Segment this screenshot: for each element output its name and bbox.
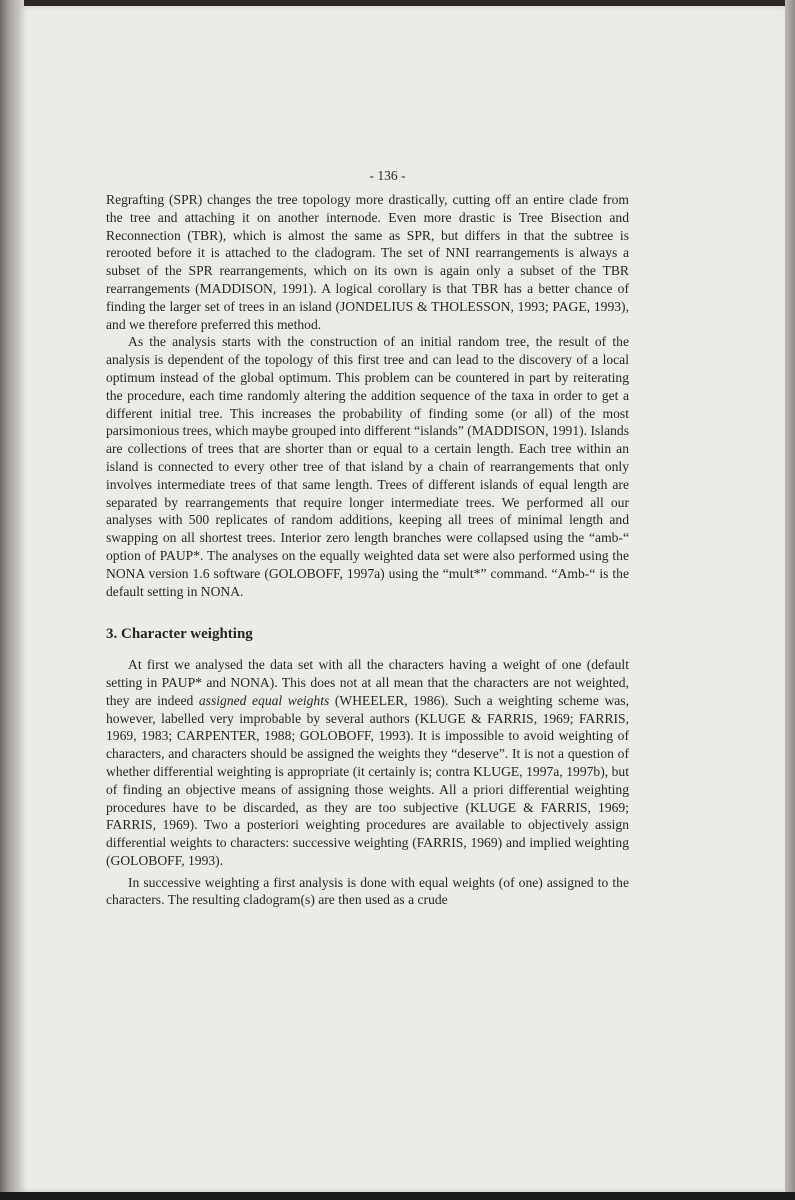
paragraph-spr-tbr: Regrafting (SPR) changes the tree topology more drastically, cutting off an entire clade from the tree and attaching it on another internode. Even more drastic is Tree Bisection and Reconnection (TBR), which is almost the same as SPR, but differs in that the subtree is rerooted before it is attached to the cladogram. The set of NNI rearrangements is always a subset of the SPR rearrangements, which on its own is again only a subset of the TBR rearrangements (MADDISON, 1991). A logical corollary is that TBR has a better chance of finding the larger set of trees in an island (JONDELIUS & THOLESSON, 1993; PAGE, 1993), and we therefore preferred this method. xyxy=(106,192,629,332)
paragraph-successive-weighting: In successive weighting a first analysis is done with equal weights (of one) assigned to the characters. The resulting cladogram(s) are then used as a crude xyxy=(106,874,629,908)
paragraph-weighting xyxy=(106,656,629,870)
section-heading: 3. Character weighting xyxy=(106,626,253,643)
paragraph-analysis: As the analysis starts with the construction of an initial random tree, the result of the analysis is dependent of the topology of this first tree and can lead to the discovery of a local optimum instead of the global optimum. This problem can be countered in part by reiterating the procedure, each time randomly altering the addition sequence of the taxa in order to get a different initial tree. This increases the probability of finding some (or all) of the most parsimonious trees, which maybe grouped into different “islands” (MADDISON, 1991). Islands are collections of trees that are shorter than or equal to a certain length. Each tree within an island is connected to every other tree of that island by a chain of rearrangements that only involves intermediate trees of that same length. Trees of different islands of equal length are separated by rearrangements that require longer intermediate trees. We performed all our analyses with 500 replicates of random additions, keeping all trees of minimal length and swapping on all shortest trees. Interior zero length branches were collapsed using the “amb-“ option of PAUP*. The analyses on the equally weighted data set were also performed using the NONA version 1.6 software (GOLOBOFF, 1997a) using the “mult*” command. “Amb-“ is the default setting in NONA. xyxy=(106,334,629,599)
page-right-edge xyxy=(785,0,795,1200)
body-text xyxy=(106,191,629,909)
weighting-text-start: At first we analysed the data set with all the characters having a weight of one (default setting in PAUP* and NONA). This does not at all mean that the characters are not weighted, they are indeed xyxy=(106,657,629,708)
page-bottom-edge xyxy=(0,1192,795,1200)
weighting-emphasis: assigned equal weights xyxy=(198,692,330,708)
page-number: - 136 - xyxy=(369,168,406,183)
weighting-text-end: (WHEELER, 1986). Such a weighting scheme was, however, labelled very improbable by several authors (KLUGE & FARRIS, 1969; FARRIS, 1969, 1983; CARPENTER, 1988; GOLOBOFF, 1993). It is impossible to avoid weighting of characters, and characters should be assigned the weights they “deserve”. It is not a question of whether differential weighting is appropriate (it certainly is; contra KLUGE, 1997a, 1997b), but of finding an objective means of assigning those weights. All a priori differential weighting procedures have to be discarded, as they are too subjective (KLUGE & FARRIS, 1969; FARRIS, 1969). Two a posteriori weighting procedures are available to objectively assign differential weights to characters: successive weighting (FARRIS, 1969) and implied weighting (GOLOBOFF, 1993). xyxy=(106,692,629,868)
